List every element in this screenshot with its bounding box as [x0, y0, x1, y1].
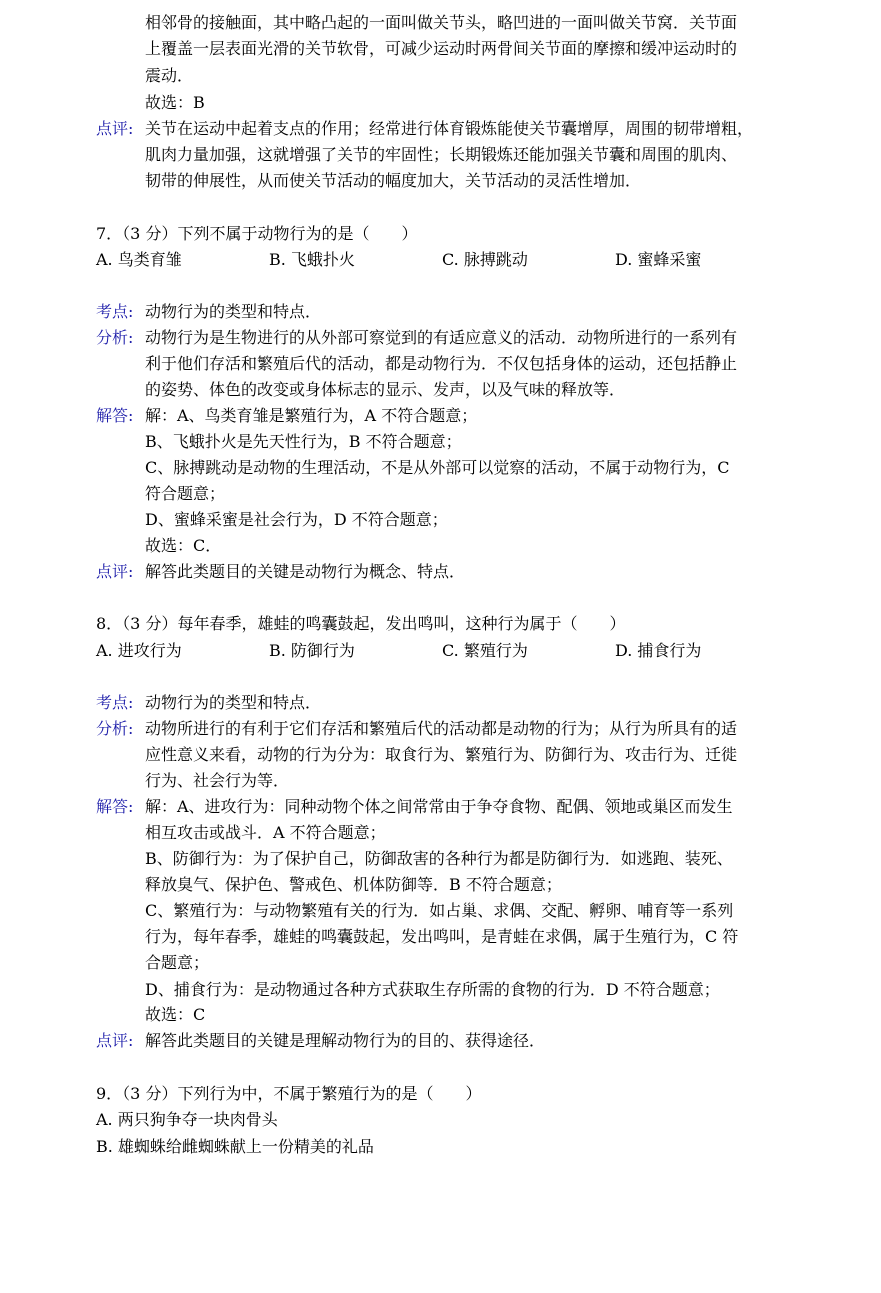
q8-option-d: D. 捕食行为: [615, 641, 702, 660]
q9-stem: 9．（3 分）下列行为中，不属于繁殖行为的是（ ）: [96, 1084, 482, 1103]
q6-comment-line: 肌肉力量加强，这就增强了关节的牢固性；长期锻炼还能加强关节囊和周围的肌肉、: [145, 145, 738, 164]
q8-answer-line: 解：A、进攻行为：同种动物个体之间常常由于争夺食物、配偶、领地或巢区而发生: [145, 797, 733, 816]
q8-analysis-line: 行为、社会行为等．: [145, 771, 290, 790]
q8-answer-line: D、捕食行为：是动物通过各种方式获取生存所需的食物的行为．D 不符合题意；: [145, 980, 720, 999]
q6-comment-label: 点评:: [96, 119, 134, 138]
q7-stem: 7．（3 分）下列不属于动物行为的是（ ）: [96, 224, 418, 243]
q8-answer-line: 释放臭气、保护色、警戒色、机体防御等．B 不符合题意；: [145, 875, 562, 894]
q8-point-label: 考点:: [96, 693, 134, 712]
q7-analysis-line: 利于他们存活和繁殖后代的活动，都是动物行为．不仅包括身体的运动，还包括静止: [145, 354, 738, 373]
q8-answer-line: C、繁殖行为：与动物繁殖有关的行为．如占巢、求偶、交配、孵卵、哺育等一系列: [145, 901, 734, 920]
q8-comment: 解答此类题目的关键是理解动物行为的目的、获得途径．: [145, 1031, 546, 1050]
q8-analysis-label: 分析:: [96, 719, 134, 738]
q7-option-a: A. 鸟类育雏: [96, 250, 182, 269]
q6-comment-line: 关节在运动中起着支点的作用；经常进行体育锻炼能使关节囊增厚，周围的韧带增粗，: [145, 119, 754, 138]
q6-analysis-line: 相邻骨的接触面，其中略凸起的一面叫做关节头，略凹进的一面叫做关节窝．关节面: [145, 13, 738, 32]
q7-point-label: 考点:: [96, 302, 134, 321]
q8-stem: 8．（3 分）每年春季，雄蛙的鸣囊鼓起，发出鸣叫，这种行为属于（ ）: [96, 614, 626, 633]
q7-answer-line: D、蜜蜂采蜜是社会行为，D 不符合题意；: [145, 510, 448, 529]
q8-answer-line: 相互攻击或战斗．A 不符合题意；: [145, 823, 386, 842]
q7-comment: 解答此类题目的关键是动物行为概念、特点．: [145, 562, 466, 581]
q7-answer-label: 解答:: [96, 406, 134, 425]
q8-analysis-line: 动物所进行的有利于它们存活和繁殖后代的活动都是动物的行为；从行为所具有的适: [145, 719, 738, 738]
q9-option-a: A. 两只狗争夺一块肉骨头: [96, 1110, 278, 1129]
q6-comment-line: 韧带的伸展性，从而使关节活动的幅度加大，关节活动的灵活性增加．: [145, 171, 642, 190]
q7-comment-label: 点评:: [96, 562, 134, 581]
q7-answer-line: 故选：C．: [145, 536, 222, 555]
q8-answer-line: B、防御行为：为了保护自己，防御敌害的各种行为都是防御行为．如逃跑、装死、: [145, 849, 733, 868]
q8-answer-line: 合题意；: [145, 953, 210, 972]
q7-analysis-line: 动物行为是生物进行的从外部可察觉到的有适应意义的活动．动物所进行的一系列有: [145, 328, 738, 347]
q8-answer-label: 解答:: [96, 797, 134, 816]
q9-option-b: B. 雄蜘蛛给雌蜘蛛献上一份精美的礼品: [96, 1137, 374, 1156]
q8-analysis-line: 应性意义来看，动物的行为分为：取食行为、繁殖行为、防御行为、攻击行为、迁徙: [145, 745, 738, 764]
q7-answer-line: C、脉搏跳动是动物的生理活动，不是从外部可以觉察的活动，不属于动物行为，C: [145, 458, 730, 477]
q8-option-a: A. 进攻行为: [96, 641, 182, 660]
q6-analysis-line: 震动．: [145, 66, 194, 85]
q8-answer-line: 行为，每年春季，雄蛙的鸣囊鼓起，发出鸣叫，是青蛙在求偶，属于生殖行为，C 符: [145, 927, 739, 946]
q7-answer-line: 符合题意；: [145, 484, 226, 503]
q8-answer-line: 故选：C: [145, 1005, 206, 1024]
q8-option-b: B. 防御行为: [269, 641, 355, 660]
q8-option-c: C. 繁殖行为: [442, 641, 528, 660]
q6-answer-choice: 故选：B: [145, 93, 205, 112]
q7-option-c: C. 脉搏跳动: [442, 250, 528, 269]
q8-comment-label: 点评:: [96, 1031, 134, 1050]
q7-option-b: B. 飞蛾扑火: [269, 250, 355, 269]
q8-point: 动物行为的类型和特点．: [145, 693, 322, 712]
q6-analysis-line: 上覆盖一层表面光滑的关节软骨，可减少运动时两骨间关节面的摩擦和缓冲运动时的: [145, 39, 738, 58]
q7-answer-line: B、飞蛾扑火是先天性行为，B 不符合题意；: [145, 432, 462, 451]
q7-analysis-line: 的姿势、体色的改变或身体标志的显示、发声，以及气味的释放等．: [145, 380, 626, 399]
q7-point: 动物行为的类型和特点．: [145, 302, 322, 321]
q7-analysis-label: 分析:: [96, 328, 134, 347]
q7-option-d: D. 蜜蜂采蜜: [615, 250, 702, 269]
q7-answer-line: 解：A、鸟类育雏是繁殖行为，A 不符合题意；: [145, 406, 478, 425]
